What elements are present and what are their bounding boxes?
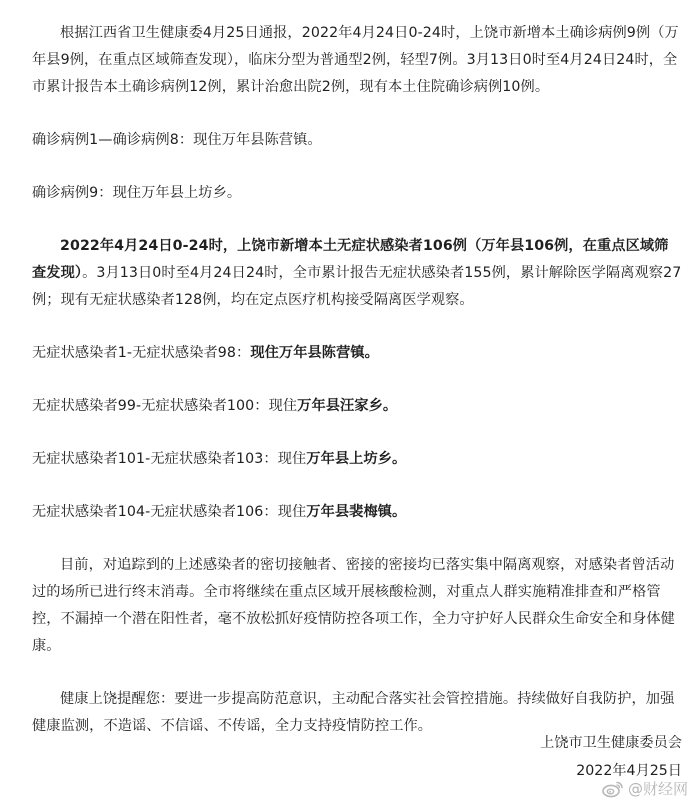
paragraph-asymptomatic-99-100 [32, 393, 682, 420]
paragraph-asymptomatic-1-98 [32, 340, 682, 367]
asymptomatic-summary-rest: 。3月13日0时至4月24日24时，全市累计报告无症状感染者155例，累计解除医学隔离观察27例；现有无症状感染者128例，均在定点医疗机构接受隔离医学观察。 [32, 265, 682, 308]
paragraph-health-reminder: 健康上饶提醒您：要进一步提高防范意识，主动配合落实社会管控措施。持续做好自我防护，加强健康监测，不造谣、不信谣、不传谣，全力支持疫情防控工作。 [32, 691, 675, 734]
asymptomatic-summary-bold: 2022年4月24日0-24时，上饶市新增本土无症状感染者106例（万年县106例，在重点区域筛查发现） [32, 238, 669, 281]
asymptomatic-101-103-location: 万年县上坊乡。 [306, 451, 407, 467]
asymptomatic-99-100-location: 万年县汪家乡。 [297, 398, 398, 414]
signature-organization: 上饶市卫生健康委员会 [540, 735, 682, 751]
asymptomatic-101-103-prefix: 无症状感染者101-无症状感染者103：现住 [32, 451, 307, 467]
paragraph-confirmed-cases-1-8: 确诊病例1—确诊病例8：现住万年县陈营镇。 [32, 132, 322, 148]
watermark [602, 778, 688, 799]
paragraph-asymptomatic-summary [32, 233, 682, 314]
paragraph-confirmed-summary: 根据江西省卫生健康委4月25日通报，2022年4月24日0-24时，上饶市新增本土确诊病例9例（万年县9例，在重点区域筛查发现），临床分型为普通型2例，轻型7例。3月13日0时至4月24日24时，全市累计报告本土确诊病例12例，累计治愈出院2例，现有本土住院确诊病例10例。 [32, 25, 679, 95]
asymptomatic-104-106-prefix: 无症状感染者104-无症状感染者106：现住 [32, 504, 307, 520]
asymptomatic-1-98-prefix: 无症状感染者1-无症状感染者98： [32, 345, 251, 361]
paragraph-asymptomatic-101-103 [32, 446, 682, 473]
asymptomatic-1-98-location: 现住万年县陈营镇。 [250, 345, 379, 361]
asymptomatic-99-100-prefix: 无症状感染者99-无症状感染者100：现住 [32, 398, 298, 414]
paragraph-control-measures: 目前，对追踪到的上述感染者的密切接触者、密接的密接均已落实集中隔离观察，对感染者曾活动过的场所已进行终末消毒。全市将继续在重点区域开展核酸检测，对重点人群实施精准排查和严格管控，不漏掉一个潜在阳性者，毫不放松抓好疫情防控各项工作，全力守护好人民群众生命安全和身体健康。 [32, 557, 675, 654]
document-body [32, 20, 682, 740]
paragraph-asymptomatic-104-106 [32, 499, 682, 526]
asymptomatic-104-106-location: 万年县裴梅镇。 [306, 504, 407, 520]
weibo-logo-icon [602, 780, 624, 798]
signature-date: 2022年4月25日 [576, 763, 682, 779]
paragraph-confirmed-case-9: 确诊病例9：现住万年县上坊乡。 [32, 185, 242, 201]
watermark-text: @财经网 [627, 780, 688, 798]
